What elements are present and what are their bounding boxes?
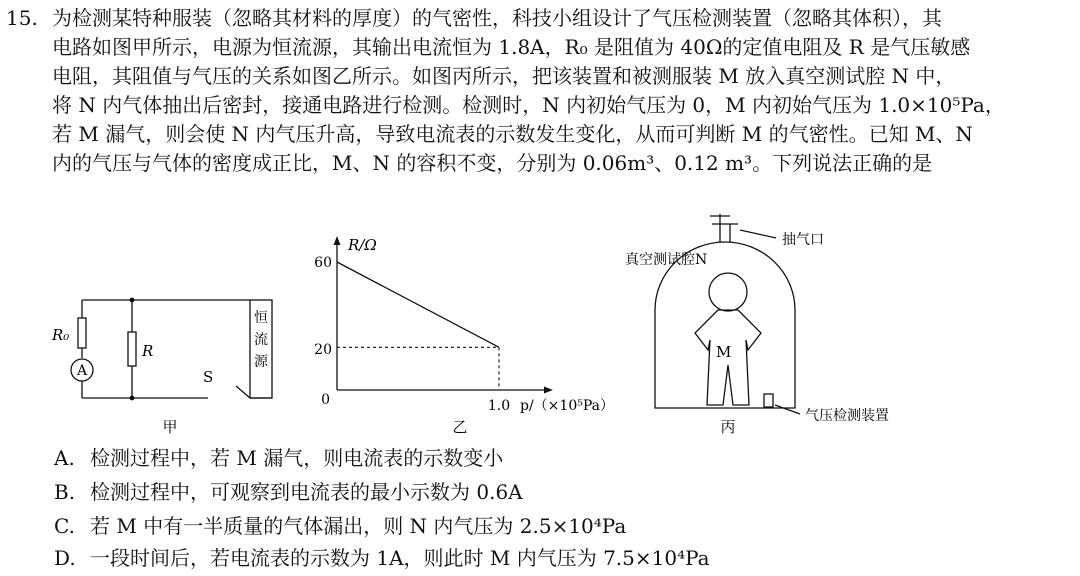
caption-jia: 甲	[162, 418, 178, 436]
r0-label: R₀	[52, 326, 70, 344]
question-stem	[52, 4, 1072, 178]
chamber-diagram	[655, 214, 800, 414]
option-c-text: 若 M 中有一半质量的气体漏出，则 N 内气压为 2.5×10⁴Pa	[90, 514, 627, 538]
stem-line-4: 将 N 内气体抽出后密封，接通电路进行检测。检测时，N 内初始气压为 0，M 内初始气压为 1.0×10⁵Pa，	[52, 93, 1005, 117]
option-c[interactable]	[54, 512, 626, 540]
stem-line-1: 为检测某特种服装（忽略其材料的厚度）的气密性，科技小组设计了气压检测装置（忽略其体积），其	[52, 6, 942, 30]
option-d-letter: D.	[54, 546, 76, 570]
x-tick-1: 1.0	[487, 398, 511, 414]
circuit-diagram	[71, 300, 272, 398]
stem-line-3: 电阻，其阻值与气压的关系如图乙所示。如图丙所示，把该装置和被测服装 M 放入真空测试腔 N 中，	[52, 64, 956, 88]
option-b-text: 检测过程中，可观察到电流表的最小示数为 0.6A	[90, 480, 523, 504]
y-tick-20: 20	[314, 342, 332, 358]
device-label: 气压检测装置	[805, 408, 889, 424]
garment-label: M	[716, 343, 732, 361]
stem-line-6: 内的气压与气体的密度成正比，M、N 的容积不变，分别为 0.06m³、0.12 m³。下列说法正确的是	[52, 151, 933, 175]
r-vs-p-line	[337, 262, 499, 347]
x-axis-arrow	[544, 387, 553, 394]
option-d-text: 一段时间后，若电流表的示数为 1A，则此时 M 内气压为 7.5×10⁴Pa	[90, 546, 710, 570]
origin-label: 0	[321, 392, 330, 408]
caption-bing: 丙	[720, 418, 736, 436]
junction-dot-top	[130, 298, 135, 303]
source-label-1: 恒	[254, 310, 268, 326]
garment-head	[709, 273, 747, 311]
outlet-leader-line	[740, 230, 776, 238]
switch-blade	[236, 386, 250, 398]
switch-label: S	[203, 368, 214, 386]
detector-device	[764, 394, 773, 407]
option-b[interactable]	[54, 478, 523, 506]
option-a-letter: A.	[54, 446, 75, 470]
r-resistor	[128, 332, 136, 366]
chamber-label: 真空测试腔N	[625, 252, 708, 268]
outlet-label: 抽气口	[782, 232, 824, 248]
option-c-letter: C.	[54, 514, 75, 538]
x-axis-label: p/（×10⁵Pa）	[520, 398, 614, 414]
y-axis-label: R/Ω	[348, 236, 377, 254]
ammeter-label: A	[76, 363, 88, 379]
y-axis-arrow	[334, 236, 341, 245]
source-label-3: 源	[254, 354, 268, 370]
device-leader-line	[775, 405, 800, 414]
source-label-2: 流	[254, 332, 268, 348]
stem-line-5: 若 M 漏气，则会使 N 内气压升高，导致电流表的示数发生变化，从而可判断 M 的气密性。已知 M、N	[52, 122, 973, 146]
option-a-text: 检测过程中，若 M 漏气，则电流表的示数变小	[90, 446, 504, 470]
r0-resistor	[78, 318, 86, 348]
graph-yi	[334, 236, 554, 394]
figures	[40, 200, 940, 440]
caption-yi: 乙	[452, 418, 468, 436]
option-d[interactable]	[54, 544, 710, 572]
option-a[interactable]	[54, 444, 503, 472]
question-number: 15.	[6, 6, 38, 30]
stem-line-2: 电路如图甲所示，电源为恒流源，其输出电流恒为 1.8A，R₀ 是阻值为 40Ω的定值电阻及 R 是气压敏感	[52, 35, 971, 59]
junction-dot-bottom	[130, 396, 135, 401]
r-label: R	[142, 342, 154, 360]
y-tick-60: 60	[314, 255, 332, 271]
option-b-letter: B.	[54, 480, 76, 504]
